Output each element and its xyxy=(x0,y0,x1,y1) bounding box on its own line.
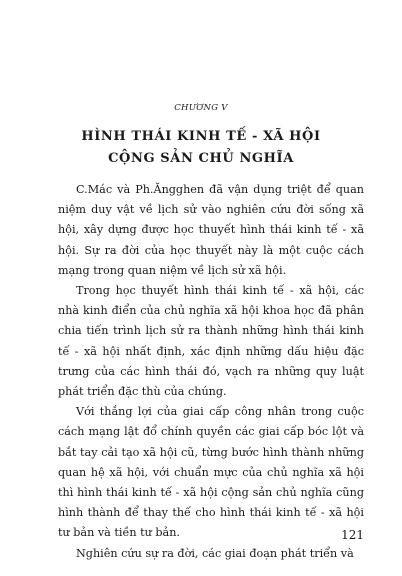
paragraph-2: Trong học thuyết hình thái kinh tế - xã hội, các nhà kinh điển của chủ nghĩa xã hội khoa học đã phân chia tiến trình lịch sử ra thành những hình thái kinh tế - xã hội nhất định, xác định những dấu hiệu đặc trưng của các hình thái đó, vạch ra những quy luật phát triển đặc thù của chúng. xyxy=(58,284,364,399)
paragraph-1: C.Mác và Ph.Ăngghen đã vận dụng triệt để quan niệm duy vật về lịch sử vào nghiên cứu đời sống xã hội, xây dựng được học thuyết hình thái kinh tế - xã hội. Sự ra đời của học thuyết này là một cuộc cách mạng trong quan niệm về lịch sử xã hội. xyxy=(58,183,364,277)
chapter-title-line-1: HÌNH THÁI KINH TẾ - XÃ HỘI xyxy=(81,129,321,144)
page-number: 121 xyxy=(341,528,364,542)
paragraph-4: Nghiên cứu sự ra đời, các giai đoạn phát triển và xyxy=(76,546,354,560)
chapter-label: CHƯƠNG V xyxy=(174,103,228,113)
chapter-title-line-2: CỘNG SẢN CHỦ NGHĨA xyxy=(108,151,294,166)
body-text xyxy=(58,180,364,564)
chapter-title xyxy=(40,126,362,170)
paragraph-3: Với thắng lợi của giai cấp công nhân trong cuộc cách mạng lật đổ chính quyền các giai cấp bóc lột và bắt tay cải tạo xã hội cũ, từng bước hình thành những quan hệ xã hội, với chuẩn mực của chủ nghĩa xã hội thì hình thái kinh tế - xã hội cộng sản chủ nghĩa cũng hình thành để thay thế cho hình thái kinh tế - xã hội tư bản và tiền tư bản. xyxy=(58,405,364,540)
